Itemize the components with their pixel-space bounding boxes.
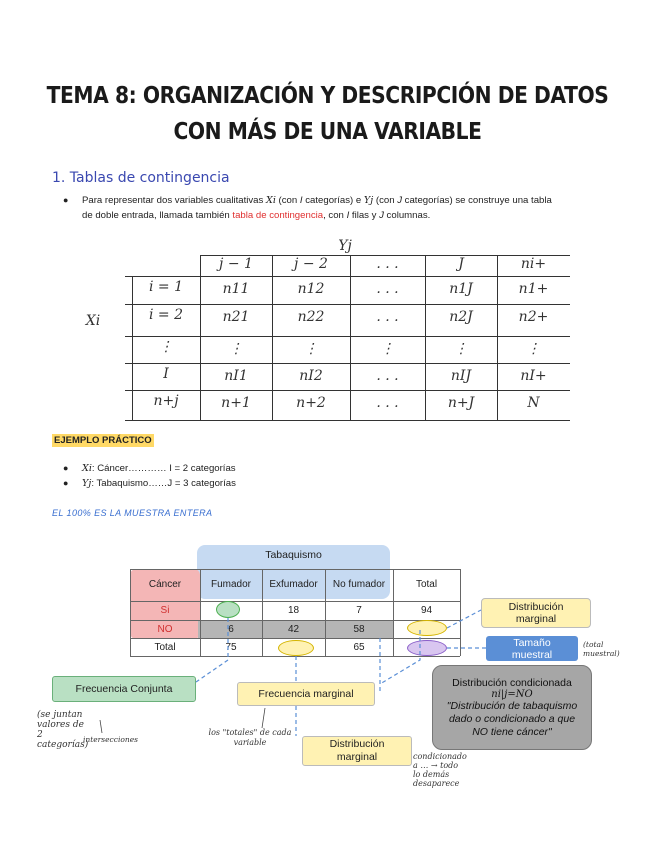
table-cell: n22 xyxy=(297,309,325,325)
ex-vline xyxy=(130,569,131,656)
page-title-line1: TEMA 8: ORGANIZACIÓN Y DESCRIPCIÓN DE DATOS xyxy=(46,83,609,109)
table-cell: ⋮ xyxy=(454,341,468,357)
table-cell: nI2 xyxy=(299,368,323,384)
item-tabaquismo: Yj: Tabaquismo……J = 3 categorías xyxy=(82,478,236,489)
table-cell: n+J xyxy=(447,395,475,411)
table-cell: n2+ xyxy=(518,309,549,325)
table-vline xyxy=(497,255,498,420)
ex-hline xyxy=(130,569,460,570)
table-cell: ⋮ xyxy=(380,341,395,357)
ex-header: Fumador xyxy=(210,579,251,590)
frecuencia-marginal: Frecuencia marginal xyxy=(237,682,375,706)
table-cell: . . . xyxy=(376,309,399,325)
ex-header: No fumador xyxy=(332,579,386,590)
ex-cell: 65 xyxy=(353,641,365,653)
muestra-note: EL 100% ES LA MUESTRA ENTERA xyxy=(52,508,213,518)
table-cell: n12 xyxy=(297,281,325,297)
ex-cell: 94 xyxy=(420,605,433,616)
table-cell: . . . xyxy=(376,281,399,297)
table-hline xyxy=(125,390,570,391)
ex-cell: 42 xyxy=(287,623,300,635)
table-cell: n21 xyxy=(222,309,250,325)
ex-hline xyxy=(130,620,460,621)
bullet-dot: ● xyxy=(63,463,69,473)
section-heading: 1. Tablas de contingencia xyxy=(52,170,230,186)
item-cancer: Xi: Cáncer………… I = 2 categorías xyxy=(82,463,236,474)
ex-header: Cáncer xyxy=(148,579,182,590)
bullet-dot: ● xyxy=(63,478,69,488)
row-header: i = 2 xyxy=(148,307,183,323)
row-header: I xyxy=(163,366,169,382)
col-header: ni+ xyxy=(520,256,547,272)
xi-label: Xi xyxy=(85,313,101,329)
table-vline xyxy=(272,255,273,420)
table-cell: n2J xyxy=(449,309,473,325)
table-cell: n11 xyxy=(222,281,250,297)
page-title-line2: CON MÁS DE UNA VARIABLE xyxy=(173,119,482,145)
note-juntan: (se juntan valores de 2 categorías) xyxy=(37,710,89,750)
circle-69 xyxy=(216,601,240,618)
table-cell: nIJ xyxy=(450,368,472,384)
dist-marginal-bottom: Distribución marginal xyxy=(302,736,412,766)
ex-vline xyxy=(262,569,263,656)
col-header: J xyxy=(458,256,464,272)
ex-cell: 58 xyxy=(353,623,365,635)
table-hline xyxy=(125,336,570,337)
table-cell: ⋮ xyxy=(229,341,243,357)
highlight-term: tabla de contingencia xyxy=(232,210,324,221)
table-vline xyxy=(350,255,351,420)
ex-vline xyxy=(460,569,461,656)
ex-cell: 75 xyxy=(225,641,237,653)
row-header: n+j xyxy=(153,393,179,409)
col-header: j − 2 xyxy=(294,256,328,272)
ex-header: Total xyxy=(415,579,438,590)
table-cell: n+2 xyxy=(296,395,326,411)
ex-hline xyxy=(130,656,460,657)
oval-106 xyxy=(407,620,447,636)
ex-vline xyxy=(393,569,394,656)
table-hline xyxy=(125,276,570,277)
ex-hline xyxy=(130,601,460,602)
table-cell: n1J xyxy=(449,281,473,297)
table-cell: n1+ xyxy=(518,281,549,297)
note-totales: los "totales" de cada variable xyxy=(208,728,292,747)
ex-header: Exfumador xyxy=(269,579,318,590)
row-header: ⋮ xyxy=(159,339,173,355)
table-cell: ⋮ xyxy=(526,341,541,357)
dist-marginal-right: Distribución marginal xyxy=(481,598,591,628)
note-total-muestral: (total muestral) xyxy=(583,640,620,658)
table-cell: ⋮ xyxy=(304,341,318,357)
table-cell: nI1 xyxy=(224,368,248,384)
note-intersecciones: intersecciones xyxy=(83,735,138,744)
table-hline xyxy=(125,420,570,421)
bullet-paragraph: Para representar dos variables cualitativas Xi (con I categorías) e Yj (con J categorías) se construye una tabla de doble entrada, llamada también tabla de contingencia, con I filas y J columnas. xyxy=(82,195,552,221)
ex-cell: Si xyxy=(160,605,170,616)
col-header: . . . xyxy=(376,256,399,272)
tabaquismo-group: Tabaquismo xyxy=(197,545,390,599)
yj-label: Yj xyxy=(338,238,352,254)
tamano-muestral: Tamaño muestral xyxy=(486,636,578,661)
note-condicionado: condicionado a … → todo lo demás desaparece xyxy=(413,752,467,788)
ex-cell: NO xyxy=(157,623,173,635)
ex-cell: 18 xyxy=(287,605,300,616)
col-header: j − 1 xyxy=(219,256,253,272)
table-cell: n+1 xyxy=(221,395,251,411)
oval-200 xyxy=(407,640,447,656)
ex-vline xyxy=(325,569,326,656)
table-vline xyxy=(200,255,201,420)
table-vline xyxy=(132,276,133,420)
ex-vline xyxy=(200,569,201,656)
ex-cell: Total xyxy=(154,641,176,653)
bullet-dot: ● xyxy=(63,195,69,205)
example-heading: EJEMPLO PRÁCTICO xyxy=(54,435,152,446)
ex-cell: 6 xyxy=(228,623,234,635)
table-hline xyxy=(200,255,570,256)
oval-60 xyxy=(278,640,314,656)
dist-condicionada: Distribución condicionada ni|j=NO "Distribución de tabaquismo dado o condicionado a que NO tiene cáncer" xyxy=(432,665,592,750)
frecuencia-conjunta: Frecuencia Conjunta xyxy=(52,676,196,702)
table-vline xyxy=(425,255,426,420)
row-header: i = 1 xyxy=(148,279,183,295)
table-cell: nI+ xyxy=(520,368,547,384)
table-cell: . . . xyxy=(376,395,399,411)
table-cell: N xyxy=(527,395,540,411)
table-hline xyxy=(125,304,570,305)
table-cell: . . . xyxy=(376,368,399,384)
table-hline xyxy=(125,363,570,364)
ex-cell: 7 xyxy=(356,605,362,616)
ex-hline xyxy=(130,638,460,639)
